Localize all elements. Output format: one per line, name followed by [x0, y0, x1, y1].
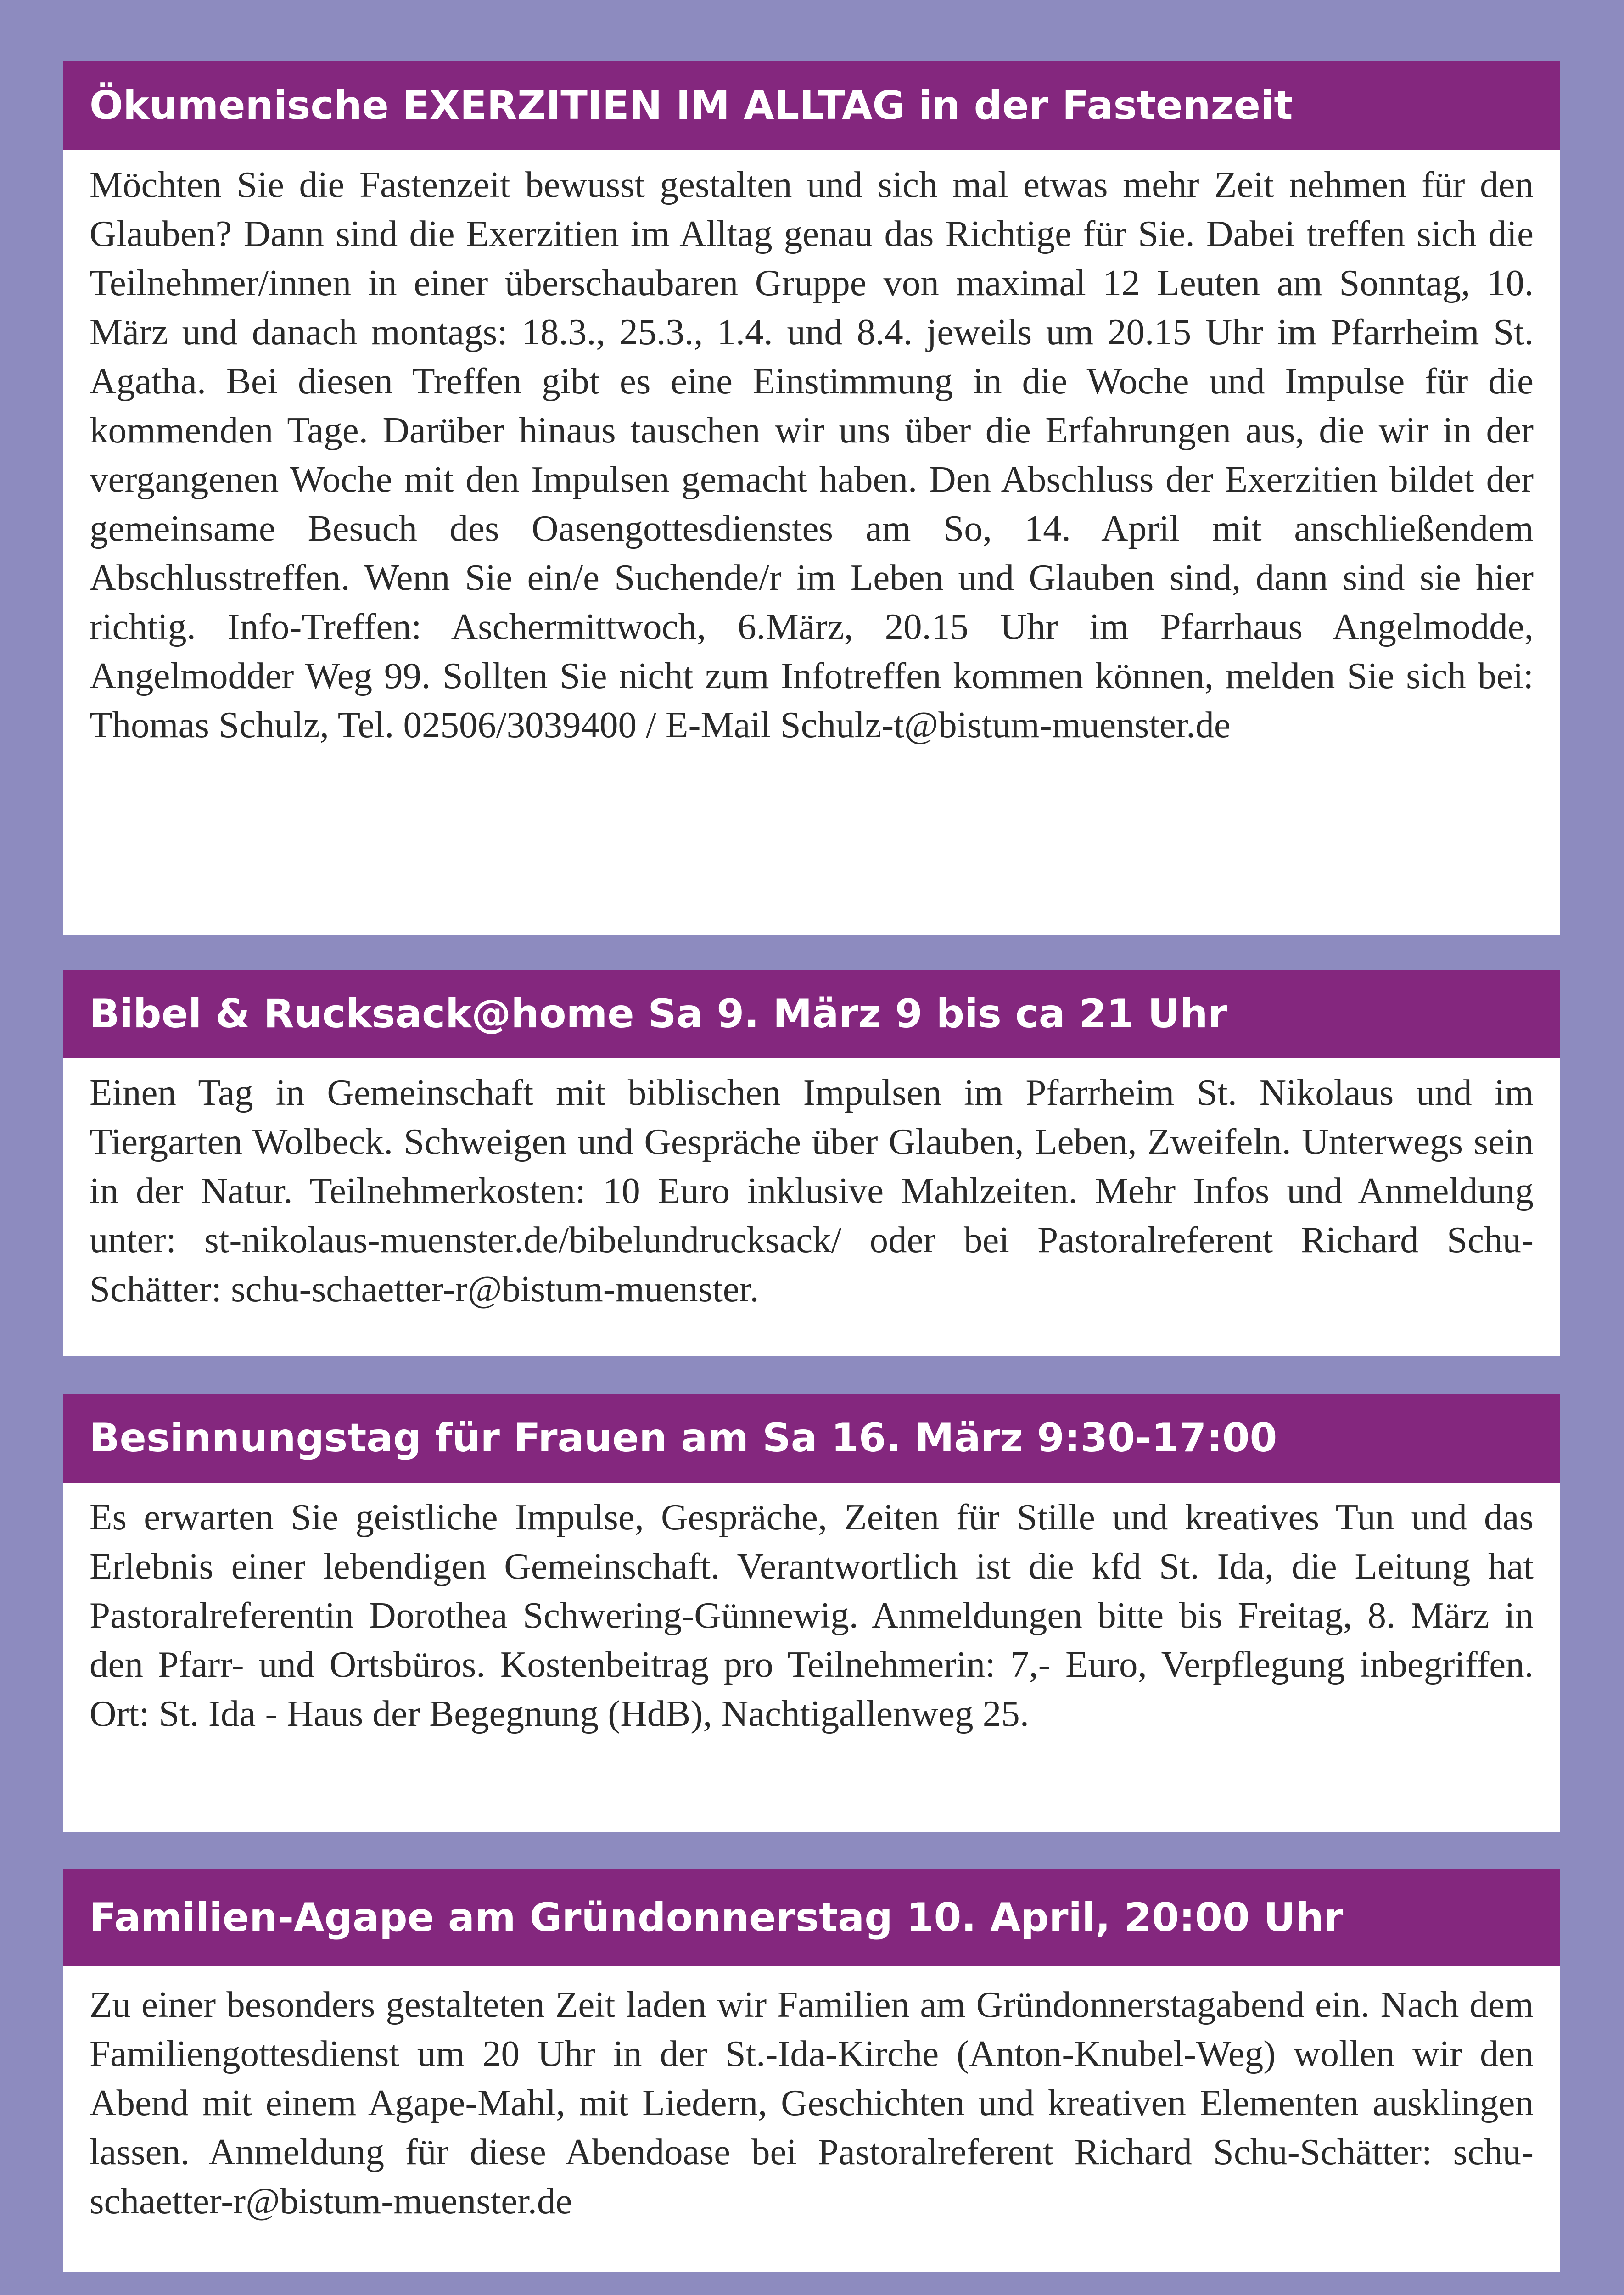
section-body [63, 150, 1560, 935]
section-body-text: Es erwarten Sie geistliche Impulse, Gespräche, Zeiten für Stille und kreatives Tun und das Erlebnis einer lebendigen Gemeinschaft. Verantwortlich ist die kfd St. Ida, die Leitung hat Pastoralreferentin Dorothea Schwering-Günnewig. Anmeldungen bitte bis Freitag, 8. März in den Pfarr- und Ortsbüros. Kostenbeitrag pro Teilnehmerin: 7,- Euro, Verpflegung inbegriffen. Ort: St. Ida - Haus der Begegnung (HdB), Nachtigallenweg 25. [90, 1496, 1534, 1734]
section-title-text: Besinnungstag für Frauen am Sa 16. März 9:30-17:00 [90, 1415, 1277, 1461]
event-card-bibel-rucksack [63, 970, 1560, 1356]
section-title-text: Ökumenische EXERZITIEN IM ALLTAG in der Fastenzeit [90, 83, 1293, 129]
section-body-text: Möchten Sie die Fastenzeit bewusst gestalten und sich mal etwas mehr Zeit nehmen für den Glauben? Dann sind die Exerzitien im Alltag genau das Richtige für Sie. Dabei treffen sich die Teilnehmer/innen in einer überschaubaren Gruppe von maximal 12 Leuten am Sonntag, 10. März und danach montags: 18.3., 25.3., 1.4. und 8.4. jeweils um 20.15 Uhr im Pfarrheim St. Agatha. Bei diesen Treffen gibt es eine Einstimmung in die Woche und Impulse für die kommenden Tage. Darüber hinaus tauschen wir uns über die Erfahrungen aus, die wir in der vergangenen Woche mit den Impulsen gemacht haben. Den Abschluss der Exerzitien bildet der gemeinsame Besuch des Oasengottesdienstes am So, 14. April mit anschließendem Abschlusstreffen. Wenn Sie ein/e Suchende/r im Leben und Glauben sind, dann sind sie hier richtig. Info-Treffen: Aschermittwoch, 6.März, 20.15 Uhr im Pfarrhaus Angelmodde, Angelmodder Weg 99. Sollten Sie nicht zum Infotreffen kommen können, melden Sie sich bei: Thomas Schulz, Tel. 02506/3039400 / E-Mail Schulz-t@bistum-muenster.de [90, 164, 1534, 745]
section-body [63, 1483, 1560, 1832]
section-body [63, 1058, 1560, 1356]
event-card-exerzitien [63, 61, 1560, 935]
section-title [63, 1394, 1560, 1483]
event-card-familien-agape [63, 1869, 1560, 2272]
section-title [63, 970, 1560, 1058]
section-title-text: Familien-Agape am Gründonnerstag 10. April, 20:00 Uhr [90, 1894, 1344, 1941]
section-body [63, 1966, 1560, 2272]
section-title-text: Bibel & Rucksack@home Sa 9. März 9 bis ca 21 Uhr [90, 991, 1227, 1037]
section-body-text: Einen Tag in Gemeinschaft mit biblischen Impulsen im Pfarrheim St. Nikolaus und im Tiergarten Wolbeck. Schweigen und Gespräche über Glauben, Leben, Zweifeln. Unterwegs sein in der Natur. Teilnehmerkosten: 10 Euro inklusive Mahlzeiten. Mehr Infos und Anmeldung unter: st-nikolaus-muenster.de/bibelundrucksack/ oder bei Pastoralreferent Richard Schu-Schätter: schu-schaetter-r@bistum-muenster. [90, 1072, 1534, 1310]
event-card-besinnungstag [63, 1394, 1560, 1832]
section-title [63, 1869, 1560, 1966]
section-title [63, 61, 1560, 150]
section-body-text: Zu einer besonders gestalteten Zeit laden wir Familien am Gründonnerstagabend ein. Nach dem Familiengottesdienst um 20 Uhr in der St.-Ida-Kirche (Anton-Knubel-Weg) wollen wir den Abend mit einem Agape-Mahl, mit Liedern, Geschichten und kreativen Elementen ausklingen lassen. Anmeldung für diese Abendoase bei Pastoralreferent Richard Schu-Schätter: schu-schaetter-r@bistum-muenster.de [90, 1984, 1534, 2222]
